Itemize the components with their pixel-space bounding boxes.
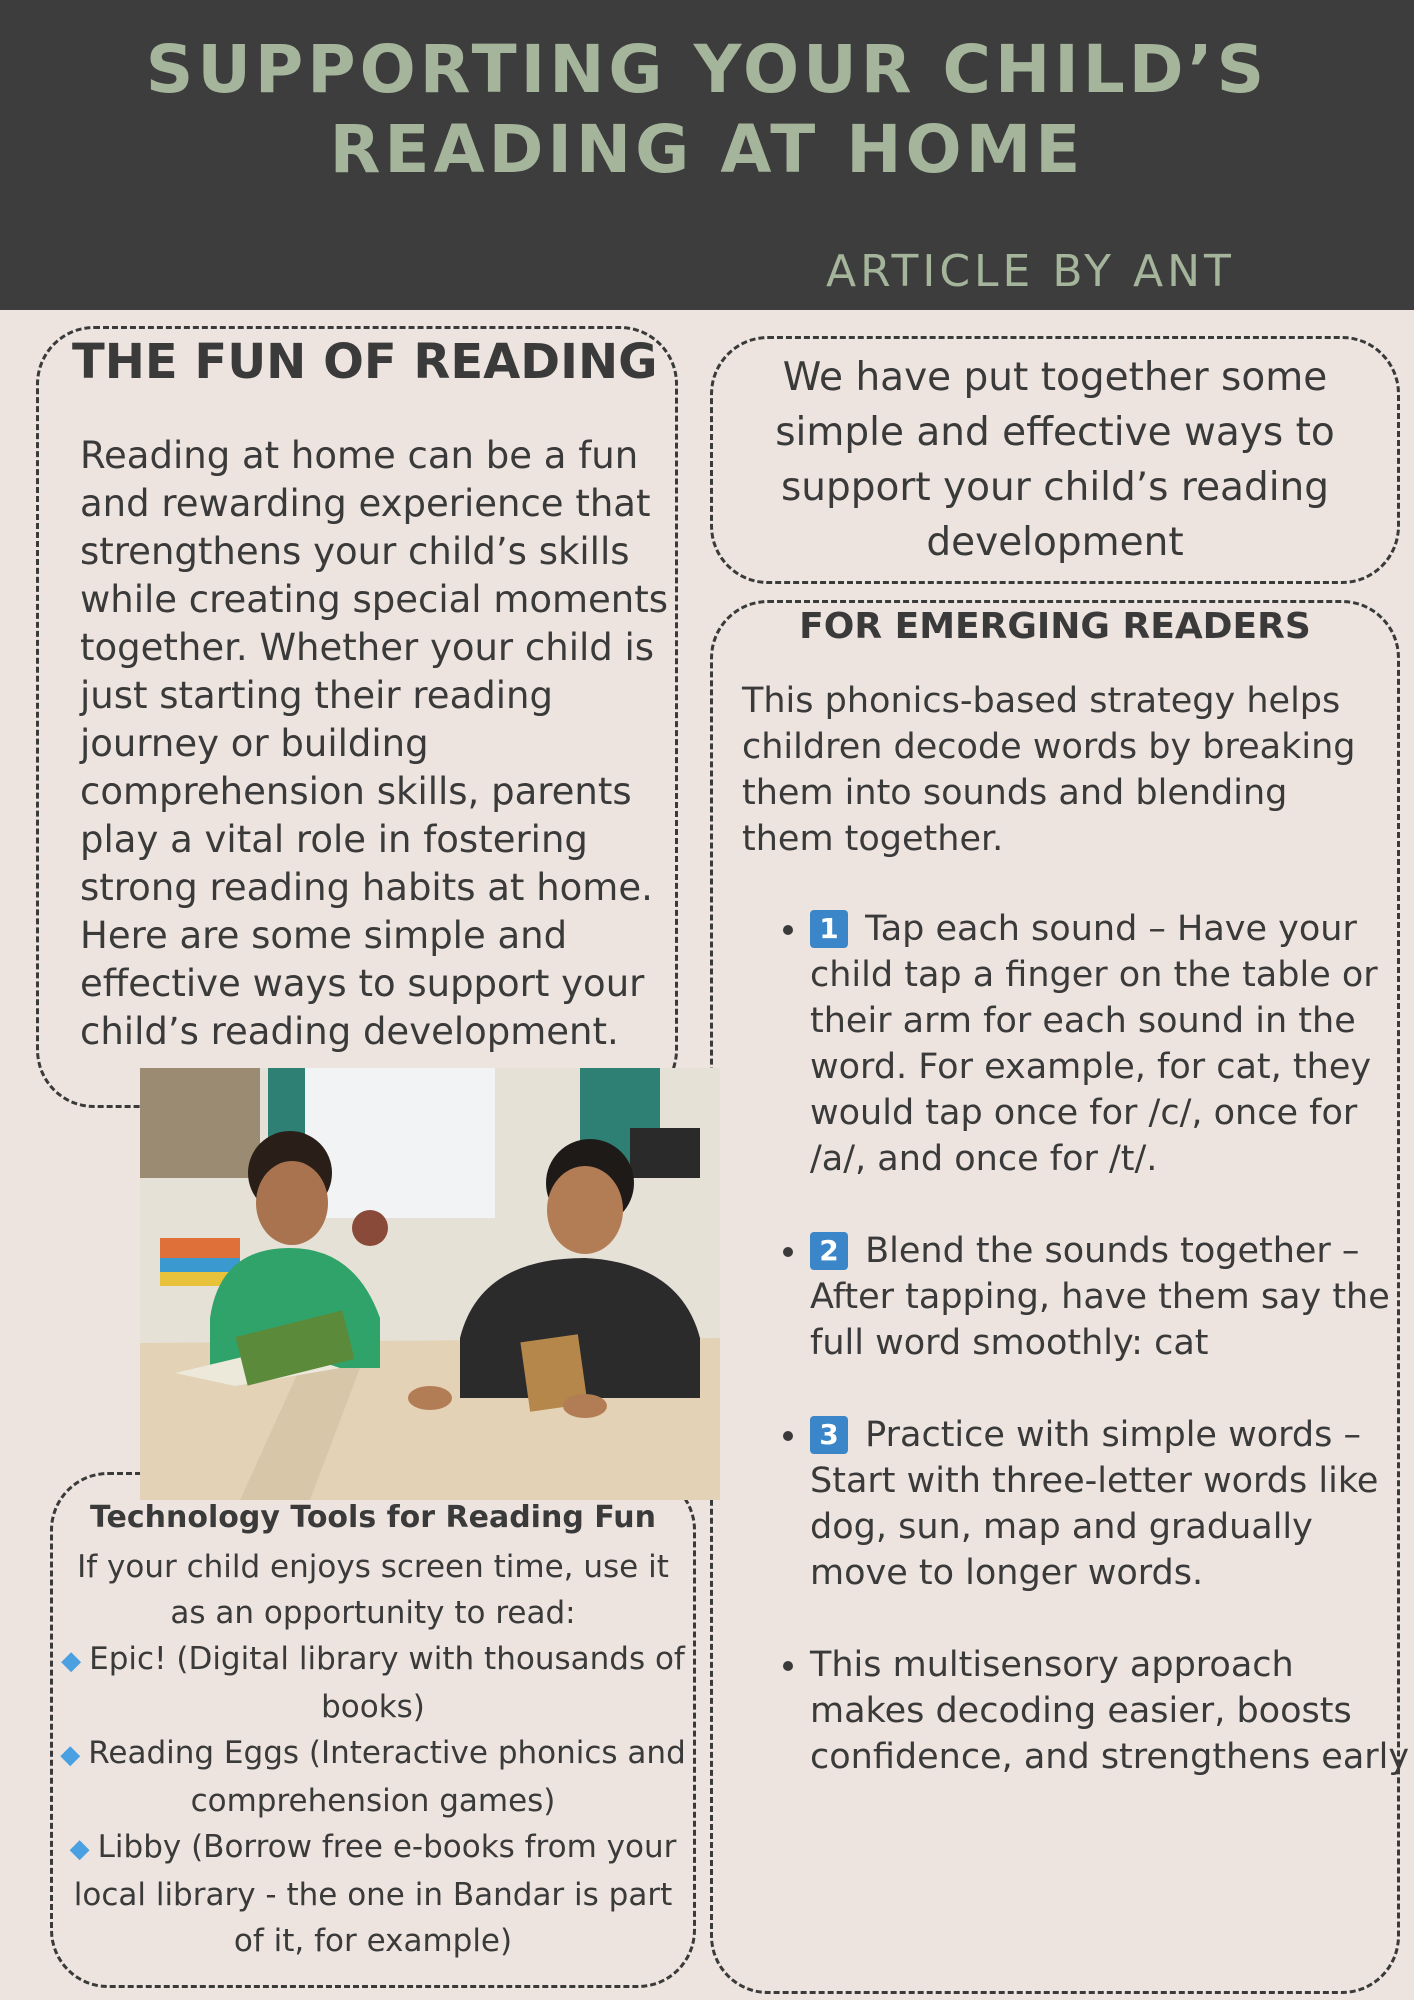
diamond-icon: ◆ — [69, 1834, 90, 1864]
tool-item-text: Reading Eggs (Interactive phonics and comprehension games) — [88, 1735, 686, 1819]
keycap-3-icon: 3 — [810, 1416, 848, 1454]
page-title — [0, 30, 1414, 190]
diamond-icon: ◆ — [61, 1646, 82, 1676]
tool-item — [56, 1730, 690, 1824]
list-item — [810, 1642, 1410, 1780]
classroom-photo — [140, 1068, 720, 1500]
list-item-text: This multisensory approach makes decoding easier, boosts confidence, and strengthens early — [810, 1645, 1410, 1777]
list-item — [810, 1228, 1410, 1366]
tool-item — [56, 1824, 690, 1964]
emerging-readers-intro: This phonics-based strategy helps children decode words by breaking them into sounds and blending them together. — [742, 681, 1356, 859]
emerging-readers-heading: FOR EMERGING READERS — [799, 606, 1311, 647]
fun-of-reading-heading: THE FUN OF READING — [72, 334, 658, 390]
list-item-text: Practice with simple words – Start with three-letter words like dog, sun, map and gradually move to longer words. — [810, 1415, 1379, 1593]
tool-item — [56, 1636, 690, 1730]
tool-item-text: Epic! (Digital library with thousands of books) — [89, 1641, 685, 1725]
diamond-icon: ◆ — [60, 1740, 81, 1770]
list-item — [810, 906, 1410, 1182]
intro-text: We have put together some simple and effective ways to support your child’s reading development — [775, 355, 1335, 565]
keycap-1-icon: 1 — [810, 910, 848, 948]
technology-tools-body — [56, 1544, 690, 1964]
technology-tools-heading: Technology Tools for Reading Fun — [90, 1500, 656, 1535]
strategy-list — [770, 906, 1410, 1826]
title-line-1: SUPPORTING YOUR CHILD’S — [145, 31, 1269, 108]
title-line-2: READING AT HOME — [329, 111, 1085, 188]
tool-item-text: Libby (Borrow free e-books from your local library - the one in Bandar is part of it, for example) — [73, 1829, 677, 1959]
fun-of-reading-body: Reading at home can be a fun and rewarding experience that strengthens your child’s skills while creating special moments together. Whether your child is just starting their reading journey or building comprehension skills, parents play a vital role in fostering strong reading habits at home. Here are some simple and effective ways to support your child’s reading development. — [80, 434, 669, 1053]
classroom-photo-illustration — [140, 1068, 720, 1500]
technology-tools-intro: If your child enjoys screen time, use it as an opportunity to read: — [77, 1549, 669, 1631]
list-item — [810, 1412, 1410, 1596]
list-item-text: Tap each sound – Have your child tap a finger on the table or their arm for each sound in the word. For example, for cat, they would tap once for /c/, once for /a/, and once for /t/. — [810, 909, 1378, 1179]
byline: ARTICLE BY ANT — [826, 246, 1235, 297]
list-item-text: Blend the sounds together – After tapping, have them say the full word smoothly: cat — [810, 1231, 1390, 1363]
keycap-2-icon: 2 — [810, 1232, 848, 1270]
